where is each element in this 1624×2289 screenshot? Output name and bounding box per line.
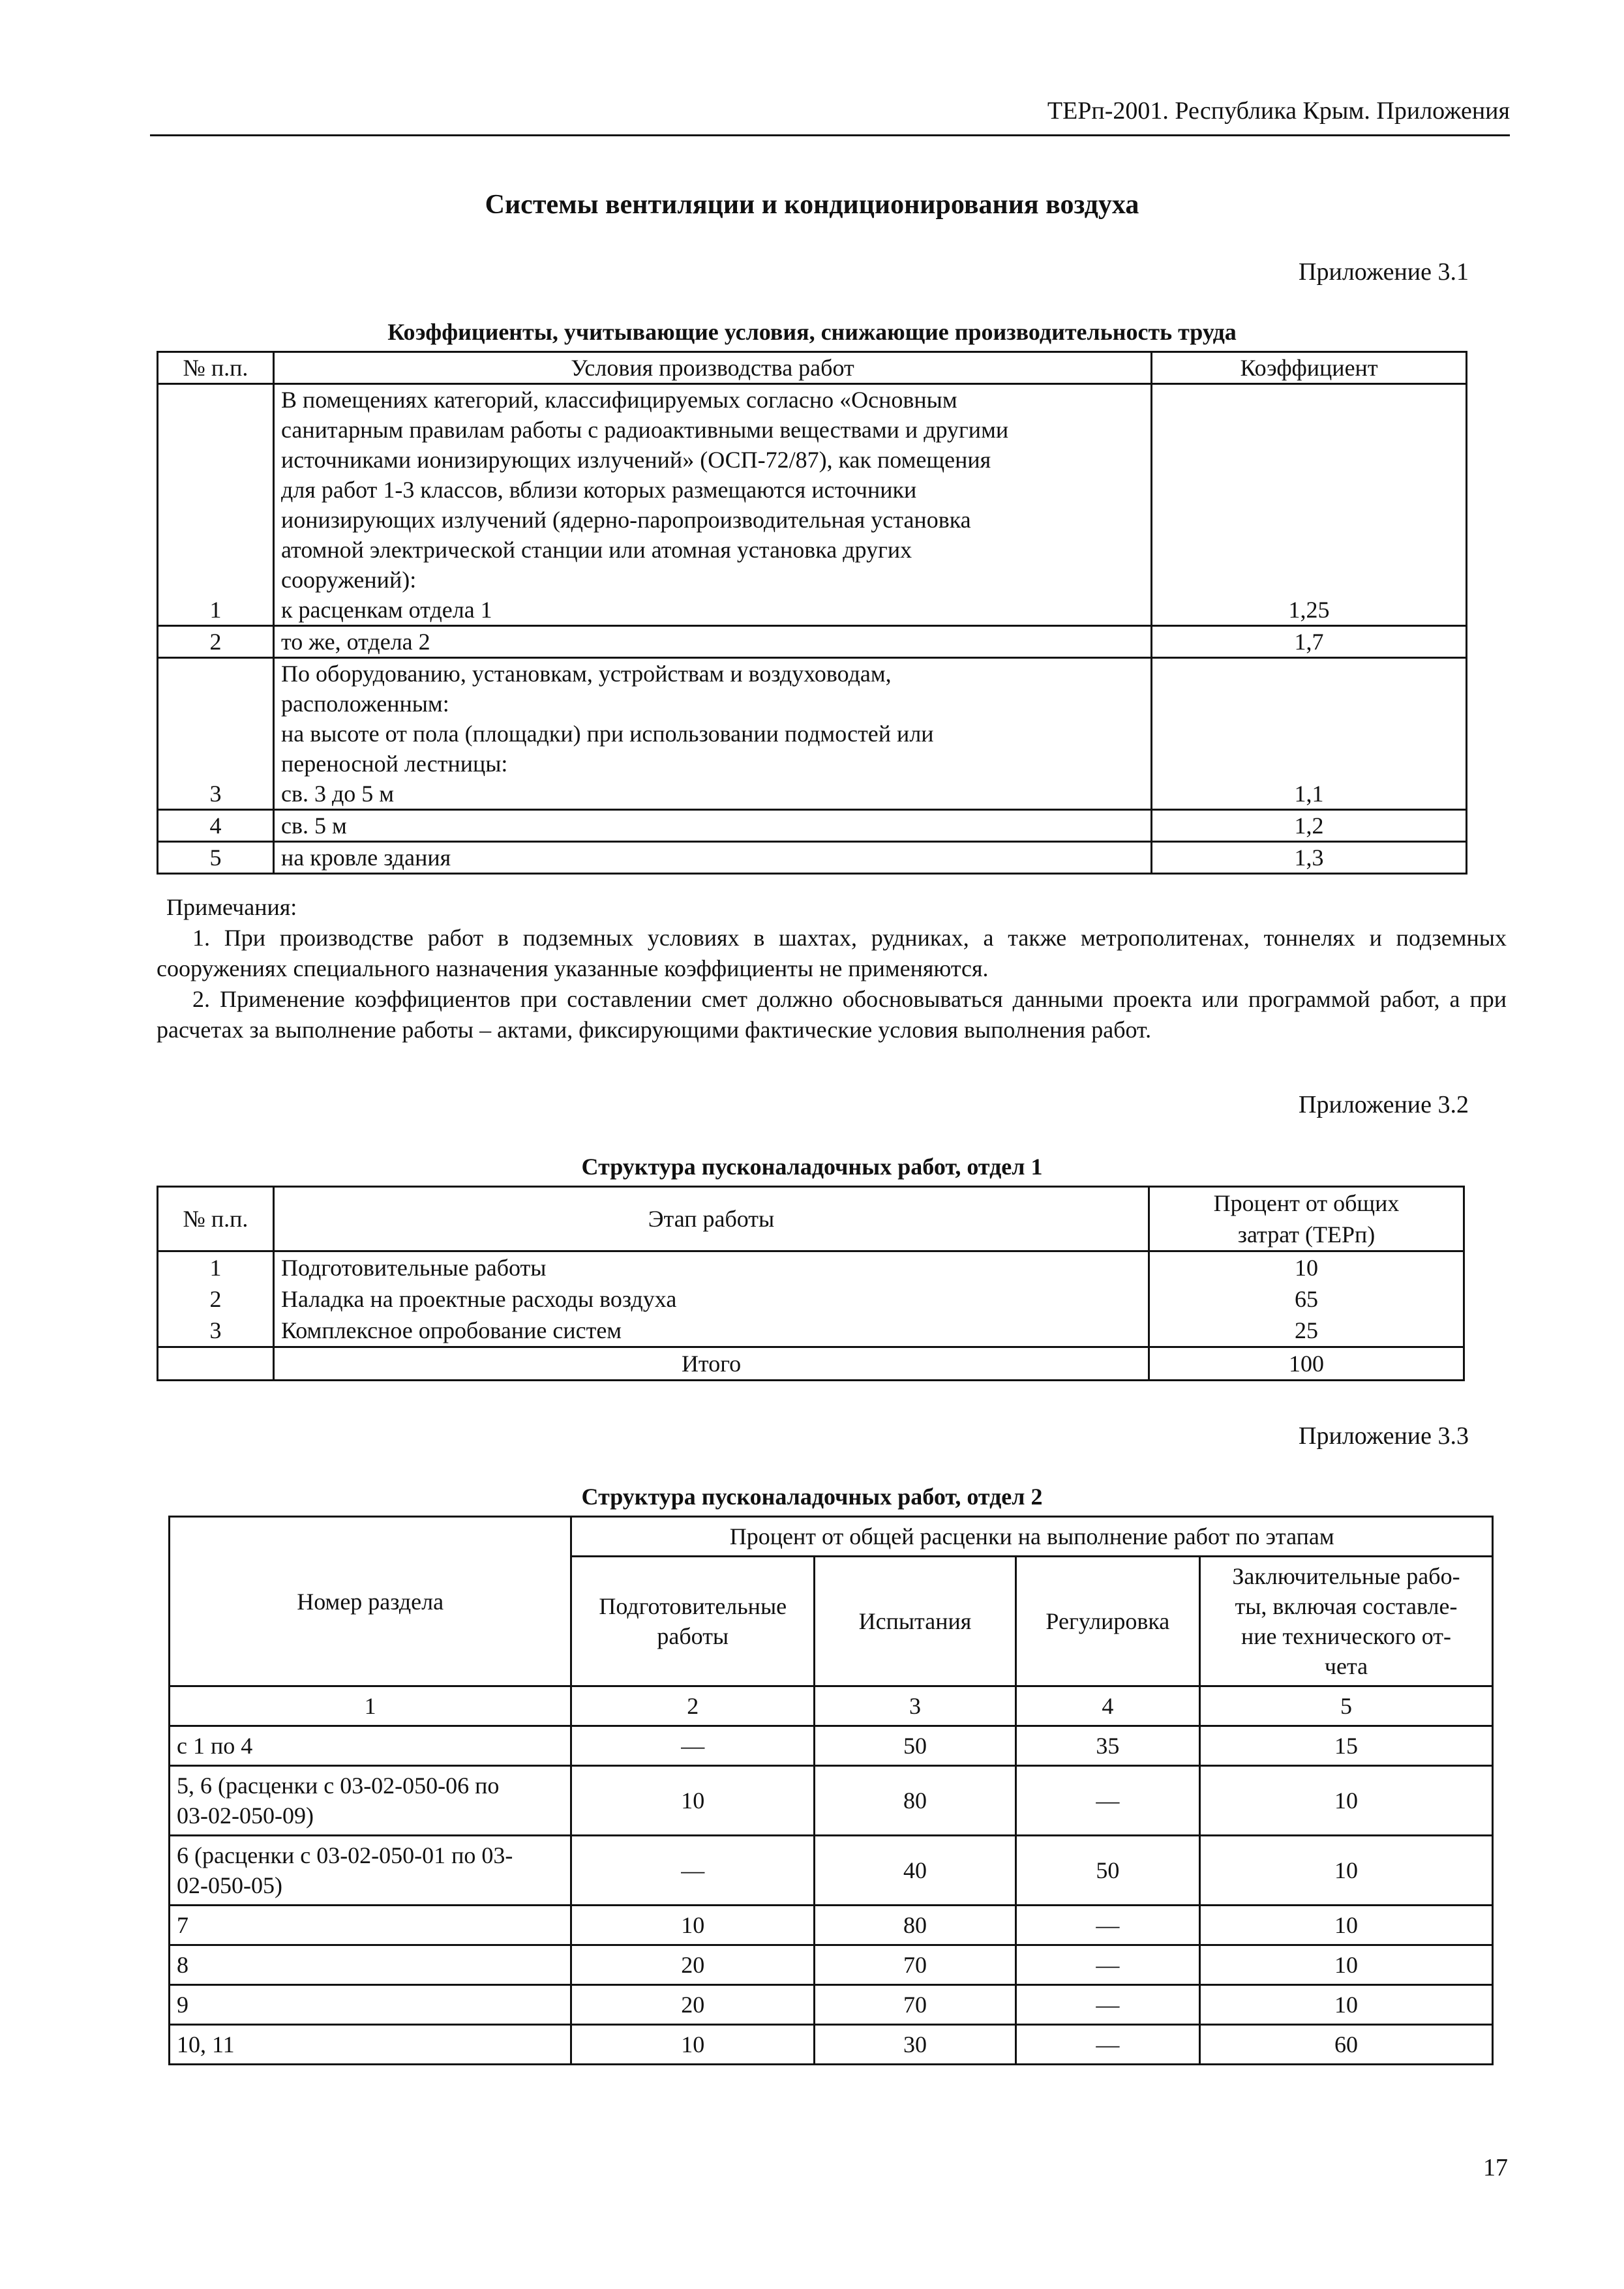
- col-header-section: Номер раздела: [170, 1517, 571, 1686]
- table-row: [170, 1906, 1493, 1945]
- row-final: 15: [1199, 1726, 1492, 1766]
- note-paragraph: 2. Применение коэффициентов при составлении смет должно обосновываться данными проекта или программой работ, а при расчетах за выполнение работы – актами, фиксирующими фактические условия выполнения работ.: [157, 986, 1507, 1043]
- header-line: Заключительные рабо-: [1232, 1563, 1460, 1589]
- table-row: [170, 1726, 1493, 1766]
- row-number: 1: [158, 1251, 274, 1284]
- row-conditions: [274, 658, 1152, 810]
- row-adjust: —: [1015, 2025, 1199, 2065]
- text-line: то же, отдела 2: [281, 629, 430, 655]
- header-line: Подготовительные: [599, 1593, 787, 1619]
- row-percent: 10: [1149, 1251, 1464, 1284]
- text-line: расположенным:: [281, 691, 449, 717]
- row-adjust: —: [1015, 1906, 1199, 1945]
- row-section: 7: [170, 1906, 571, 1945]
- table-3-caption: Структура пусконаладочных работ, отдел 2: [581, 1484, 1043, 1510]
- col-number: 1: [170, 1686, 571, 1726]
- notes-heading: Примечания:: [166, 894, 297, 920]
- table-row: [158, 1283, 1464, 1315]
- row-section: [170, 1766, 571, 1836]
- header-line: чета: [1324, 1653, 1368, 1679]
- row-final: 10: [1199, 1906, 1492, 1945]
- row-conditions: [274, 626, 1152, 658]
- section-title: Системы вентиляции и кондиционирования воздуха: [485, 190, 1139, 220]
- row-conditions: [274, 810, 1152, 842]
- header-line: затрат (ТЕРп): [1237, 1221, 1376, 1248]
- row-section: [170, 1836, 571, 1906]
- table-row: [158, 626, 1467, 658]
- col-header-stage: Этап работы: [274, 1187, 1149, 1251]
- col-number: 2: [571, 1686, 815, 1726]
- row-number: 2: [158, 1283, 274, 1315]
- col-header-coefficient: Коэффициент: [1152, 352, 1467, 384]
- row-section: с 1 по 4: [170, 1726, 571, 1766]
- header-line: Процент от общих: [1213, 1190, 1400, 1216]
- row-prep: 10: [571, 2025, 815, 2065]
- row-tests: 30: [815, 2025, 1016, 2065]
- notes-block: [157, 892, 1507, 1045]
- table-header-row: [170, 1517, 1493, 1557]
- col-header-conditions: Условия производства работ: [274, 352, 1152, 384]
- text-line: св. 3 до 5 м: [281, 781, 395, 807]
- text-line: св. 5 м: [281, 813, 347, 839]
- appendix-3-1-label: Приложение 3.1: [1299, 258, 1469, 286]
- row-adjust: —: [1015, 1985, 1199, 2025]
- row-prep: 10: [571, 1766, 815, 1836]
- row-number: 2: [158, 626, 274, 658]
- text-line: на кровле здания: [281, 845, 451, 871]
- row-section: 8: [170, 1945, 571, 1985]
- header-line: ты, включая составле-: [1235, 1593, 1458, 1619]
- appendix-3-3-label: Приложение 3.3: [1299, 1422, 1469, 1450]
- col-header-prep: [571, 1557, 815, 1686]
- row-number: 5: [158, 842, 274, 874]
- col-header-adjust: Регулировка: [1015, 1557, 1199, 1686]
- row-adjust: 35: [1015, 1726, 1199, 1766]
- page-number: 17: [1483, 2154, 1508, 2181]
- text-line: источниками ионизирующих излучений» (ОСП-72/87), как помещения: [281, 447, 991, 473]
- row-conditions: [274, 384, 1152, 626]
- row-coefficient: 1,3: [1152, 842, 1467, 874]
- row-tests: 50: [815, 1726, 1016, 1766]
- table-row: [158, 842, 1467, 874]
- row-stage: Наладка на проектные расходы воздуха: [274, 1283, 1149, 1315]
- table-row: [158, 1251, 1464, 1284]
- table-row: [170, 2025, 1493, 2065]
- row-adjust: —: [1015, 1945, 1199, 1985]
- table-1-caption: Коэффициенты, учитывающие условия, снижающие производительность труда: [387, 319, 1237, 345]
- coefficients-table: [157, 351, 1467, 875]
- table-row: [170, 1945, 1493, 1985]
- row-number: 1: [158, 384, 274, 626]
- row-section: 10, 11: [170, 2025, 571, 2065]
- row-prep: —: [571, 1726, 815, 1766]
- table-row: [158, 658, 1467, 810]
- text-line: По оборудованию, установкам, устройствам и воздуховодам,: [281, 661, 892, 687]
- row-percent: 65: [1149, 1283, 1464, 1315]
- text-line: 03-02-050-09): [177, 1803, 314, 1829]
- row-prep: 20: [571, 1945, 815, 1985]
- row-prep: 10: [571, 1906, 815, 1945]
- text-line: В помещениях категорий, классифицируемых согласно «Основным: [281, 387, 957, 413]
- row-section: 9: [170, 1985, 571, 2025]
- text-line: 5, 6 (расценки с 03-02-050-06 по: [177, 1773, 500, 1799]
- col-header-tests: Испытания: [815, 1557, 1016, 1686]
- table-row: [170, 1985, 1493, 2025]
- row-prep: —: [571, 1836, 815, 1906]
- row-number: 4: [158, 810, 274, 842]
- col-number: 3: [815, 1686, 1016, 1726]
- row-final: 10: [1199, 1945, 1492, 1985]
- table-row: [158, 1315, 1464, 1347]
- table-header-row: [158, 1187, 1464, 1251]
- table-header-row: [158, 352, 1467, 384]
- text-line: 02-050-05): [177, 1872, 282, 1898]
- text-line: 6 (расценки с 03-02-050-01 по 03-: [177, 1842, 513, 1868]
- col-header-number: № п.п.: [158, 1187, 274, 1251]
- col-header-final: [1199, 1557, 1492, 1686]
- row-coefficient: 1,2: [1152, 810, 1467, 842]
- row-number: 3: [158, 1315, 274, 1347]
- table-row: [158, 810, 1467, 842]
- total-empty-cell: [158, 1347, 274, 1381]
- row-stage: Комплексное опробование систем: [274, 1315, 1149, 1347]
- row-coefficient: 1,25: [1152, 384, 1467, 626]
- col-header-percent: [1149, 1187, 1464, 1251]
- row-prep: 20: [571, 1985, 815, 2025]
- text-line: на высоте от пола (площадки) при использовании подмостей или: [281, 721, 934, 747]
- row-percent: 25: [1149, 1315, 1464, 1347]
- text-line: ионизирующих излучений (ядерно-паропроизводительная установка: [281, 507, 971, 533]
- running-header: ТЕРп-2001. Республика Крым. Приложения: [150, 97, 1510, 136]
- text-line: переносной лестницы:: [281, 751, 508, 777]
- row-final: 10: [1199, 1836, 1492, 1906]
- row-adjust: —: [1015, 1766, 1199, 1836]
- row-number: 3: [158, 658, 274, 810]
- row-coefficient: 1,1: [1152, 658, 1467, 810]
- text-line: к расценкам отдела 1: [281, 597, 492, 623]
- column-number-row: [170, 1686, 1493, 1726]
- text-line: для работ 1-3 классов, вблизи которых размещаются источники: [281, 477, 917, 503]
- row-adjust: 50: [1015, 1836, 1199, 1906]
- commissioning-table-dept2: [168, 1516, 1494, 2065]
- row-conditions: [274, 842, 1152, 874]
- row-final: 60: [1199, 2025, 1492, 2065]
- row-tests: 80: [815, 1906, 1016, 1945]
- table-row: [170, 1836, 1493, 1906]
- table-row: [158, 384, 1467, 626]
- col-header-number: № п.п.: [158, 352, 274, 384]
- total-label: Итого: [274, 1347, 1149, 1381]
- text-line: атомной электрической станции или атомная установка других: [281, 537, 912, 563]
- text-line: санитарным правилам работы с радиоактивными веществами и другими: [281, 417, 1009, 443]
- commissioning-table-dept1: [157, 1186, 1465, 1381]
- col-number: 4: [1015, 1686, 1199, 1726]
- row-tests: 80: [815, 1766, 1016, 1836]
- row-coefficient: 1,7: [1152, 626, 1467, 658]
- row-final: 10: [1199, 1766, 1492, 1836]
- total-row: [158, 1347, 1464, 1381]
- table-row: [170, 1766, 1493, 1836]
- appendix-3-2-label: Приложение 3.2: [1299, 1091, 1469, 1118]
- table-2-caption: Структура пусконаладочных работ, отдел 1: [581, 1154, 1043, 1180]
- col-header-group: Процент от общей расценки на выполнение работ по этапам: [571, 1517, 1493, 1557]
- row-final: 10: [1199, 1985, 1492, 2025]
- row-stage: Подготовительные работы: [274, 1251, 1149, 1284]
- col-number: 5: [1199, 1686, 1492, 1726]
- text-line: сооружений):: [281, 567, 417, 593]
- row-tests: 40: [815, 1836, 1016, 1906]
- header-line: работы: [657, 1623, 729, 1649]
- header-line: ние технического от-: [1241, 1623, 1451, 1649]
- note-paragraph: 1. При производстве работ в подземных условиях в шахтах, рудниках, а также метрополитенах, тоннелях и подземных сооружениях специального назначения указанные коэффициенты не применяются.: [157, 925, 1507, 981]
- row-tests: 70: [815, 1945, 1016, 1985]
- row-tests: 70: [815, 1985, 1016, 2025]
- total-value: 100: [1149, 1347, 1464, 1381]
